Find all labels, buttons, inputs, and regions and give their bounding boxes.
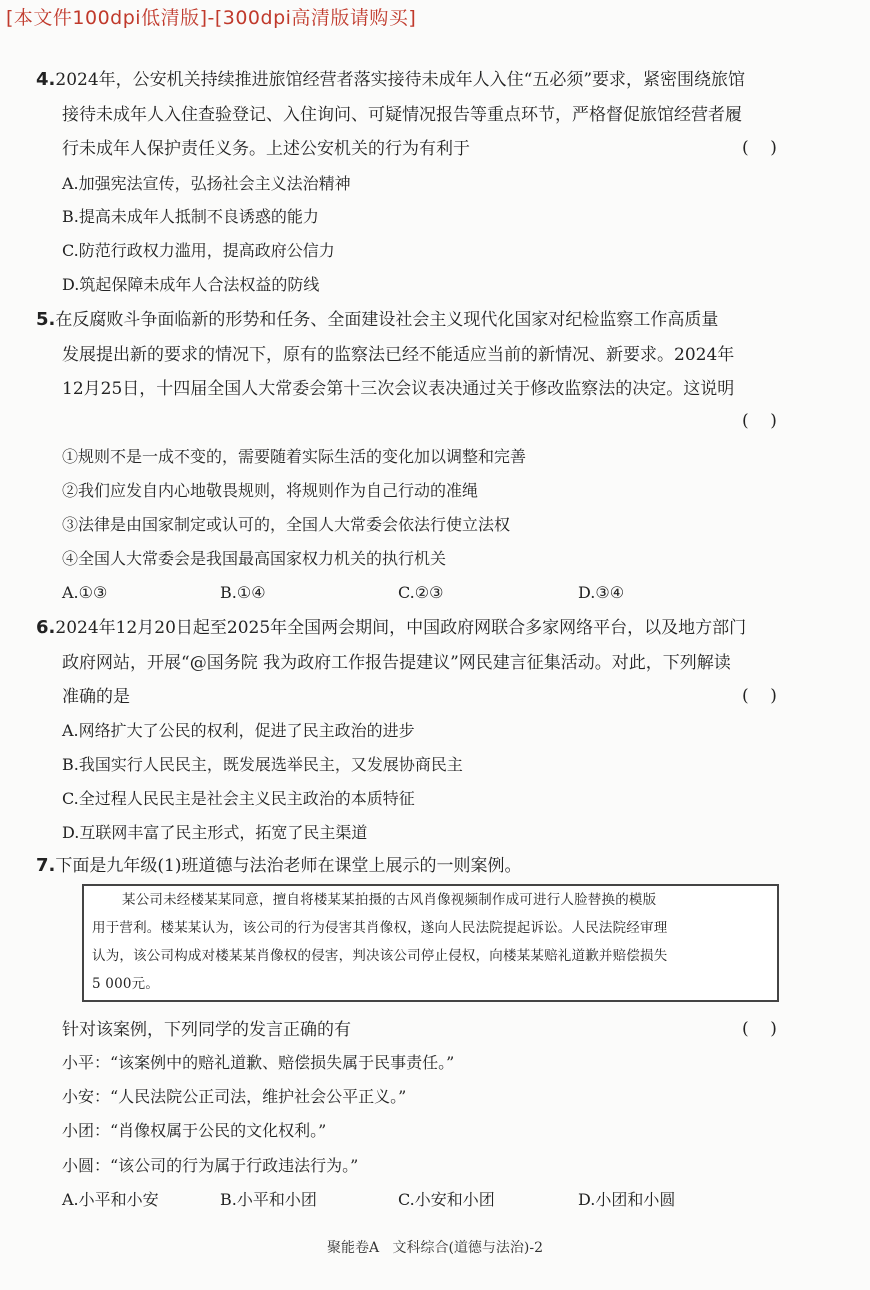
page-footer: 聚能卷A 文科综合(道德与法治)-2 [326, 1240, 544, 1256]
answer-bracket-5[interactable]: ( ) [742, 411, 777, 431]
case-line-3: 认为，该公司构成对楼某某肖像权的侵害，判决该公司停止侵权，向楼某某赔礼道歉并赔偿损失 [92, 948, 668, 964]
q7-option-b[interactable]: B.小平和小团 [220, 1190, 317, 1209]
question-6-line-3: 准确的是 [62, 687, 130, 707]
q7-statement-1: 小平：“该案例中的赔礼道歉、赔偿损失属于民事责任。” [62, 1053, 455, 1072]
q7-statement-3: 小团：“肖像权属于公民的文化权利。” [62, 1121, 327, 1140]
q7-option-d[interactable]: D.小团和小圆 [578, 1190, 676, 1209]
case-line-2: 用于营利。楼某某认为，该公司的行为侵害其肖像权，遂向人民法院提起诉讼。人民法院经审理 [92, 920, 668, 936]
question-7-prompt: 针对该案例，下列同学的发言正确的有 [62, 1020, 351, 1040]
q4-option-d[interactable]: D.筑起保障未成年人合法权益的防线 [62, 275, 320, 294]
q4-option-c[interactable]: C.防范行政权力滥用，提高政府公信力 [62, 241, 335, 260]
q6-option-c[interactable]: C.全过程人民民主是社会主义民主政治的本质特征 [62, 789, 415, 808]
question-5-line-3: 12月25日，十四届全国人大常委会第十三次会议表决通过关于修改监察法的决定。这说明 [62, 379, 735, 399]
q7-option-a[interactable]: A.小平和小安 [62, 1190, 159, 1209]
q5-option-d[interactable]: D.③④ [578, 583, 625, 602]
answer-bracket-4[interactable]: ( ) [742, 138, 777, 158]
answer-bracket-6[interactable]: ( ) [742, 686, 777, 706]
q4-option-b[interactable]: B.提高未成年人抵制不良诱惑的能力 [62, 207, 319, 226]
q5-statement-4: ④全国人大常委会是我国最高国家权力机关的执行机关 [62, 549, 447, 568]
q5-statement-2: ②我们应发自内心地敬畏规则，将规则作为自己行动的准绳 [62, 481, 479, 500]
q5-option-c[interactable]: C.②③ [398, 583, 444, 602]
q7-option-c[interactable]: C.小安和小团 [398, 1190, 495, 1209]
case-box [82, 884, 779, 1002]
question-7-number: 7. [36, 855, 56, 876]
question-6-line-2: 政府网站，开展“@国务院 我为政府工作报告提建议”网民建言征集活动。对此，下列解读 [62, 653, 731, 673]
question-5-line-1 [36, 309, 718, 331]
question-6-text: 2024年12月20日起至2025年全国两会期间，中国政府网联合多家网络平台，以及地方部门 [55, 618, 747, 638]
question-7-line-1 [36, 855, 521, 877]
question-4-line-2: 接待未成年人入住查验登记、入住询问、可疑情况报告等重点环节，严格督促旅馆经营者履 [62, 105, 742, 125]
q5-option-b[interactable]: B.①④ [220, 583, 266, 602]
answer-bracket-7[interactable]: ( ) [742, 1019, 777, 1039]
question-4-number: 4. [36, 69, 56, 90]
question-4-text: 2024年，公安机关持续推进旅馆经营者落实接待未成年人入住“五必须”要求，紧密围绕旅馆 [55, 70, 746, 90]
q7-statement-2: 小安：“人民法院公正司法，维护社会公平正义。” [62, 1087, 407, 1106]
case-line-1: 某公司未经楼某某同意，擅自将楼某某拍摄的古风肖像视频制作成可进行人脸替换的模版 [122, 892, 657, 908]
q5-statement-3: ③法律是由国家制定或认可的，全国人大常委会依法行使立法权 [62, 515, 511, 534]
question-4-line-1 [36, 69, 745, 91]
q4-option-a[interactable]: A.加强宪法宣传，弘扬社会主义法治精神 [62, 174, 351, 193]
q7-statement-4: 小圆：“该公司的行为属于行政违法行为。” [62, 1156, 359, 1175]
q6-option-b[interactable]: B.我国实行人民民主，既发展选举民主，又发展协商民主 [62, 755, 463, 774]
watermark-banner: [本文件100dpi低清版]-[300dpi高清版请购买] [6, 7, 417, 29]
question-5-number: 5. [36, 309, 56, 330]
question-6-number: 6. [36, 617, 56, 638]
q6-option-d[interactable]: D.互联网丰富了民主形式，拓宽了民主渠道 [62, 823, 368, 842]
question-5-text: 在反腐败斗争面临新的形势和任务、全面建设社会主义现代化国家对纪检监察工作高质量 [55, 310, 719, 330]
q5-statement-1: ①规则不是一成不变的，需要随着实际生活的变化加以调整和完善 [62, 447, 527, 466]
question-4-line-3: 行未成年人保护责任义务。上述公安机关的行为有利于 [62, 139, 470, 159]
question-5-line-2: 发展提出新的要求的情况下，原有的监察法已经不能适应当前的新情况、新要求。2024年 [62, 345, 735, 365]
q6-option-a[interactable]: A.网络扩大了公民的权利，促进了民主政治的进步 [62, 721, 415, 740]
q5-option-a[interactable]: A.①③ [62, 583, 108, 602]
question-7-text: 下面是九年级(1)班道德与法治老师在课堂上展示的一则案例。 [55, 856, 522, 876]
case-line-4: 5 000元。 [92, 976, 160, 992]
question-6-line-1 [36, 617, 746, 639]
